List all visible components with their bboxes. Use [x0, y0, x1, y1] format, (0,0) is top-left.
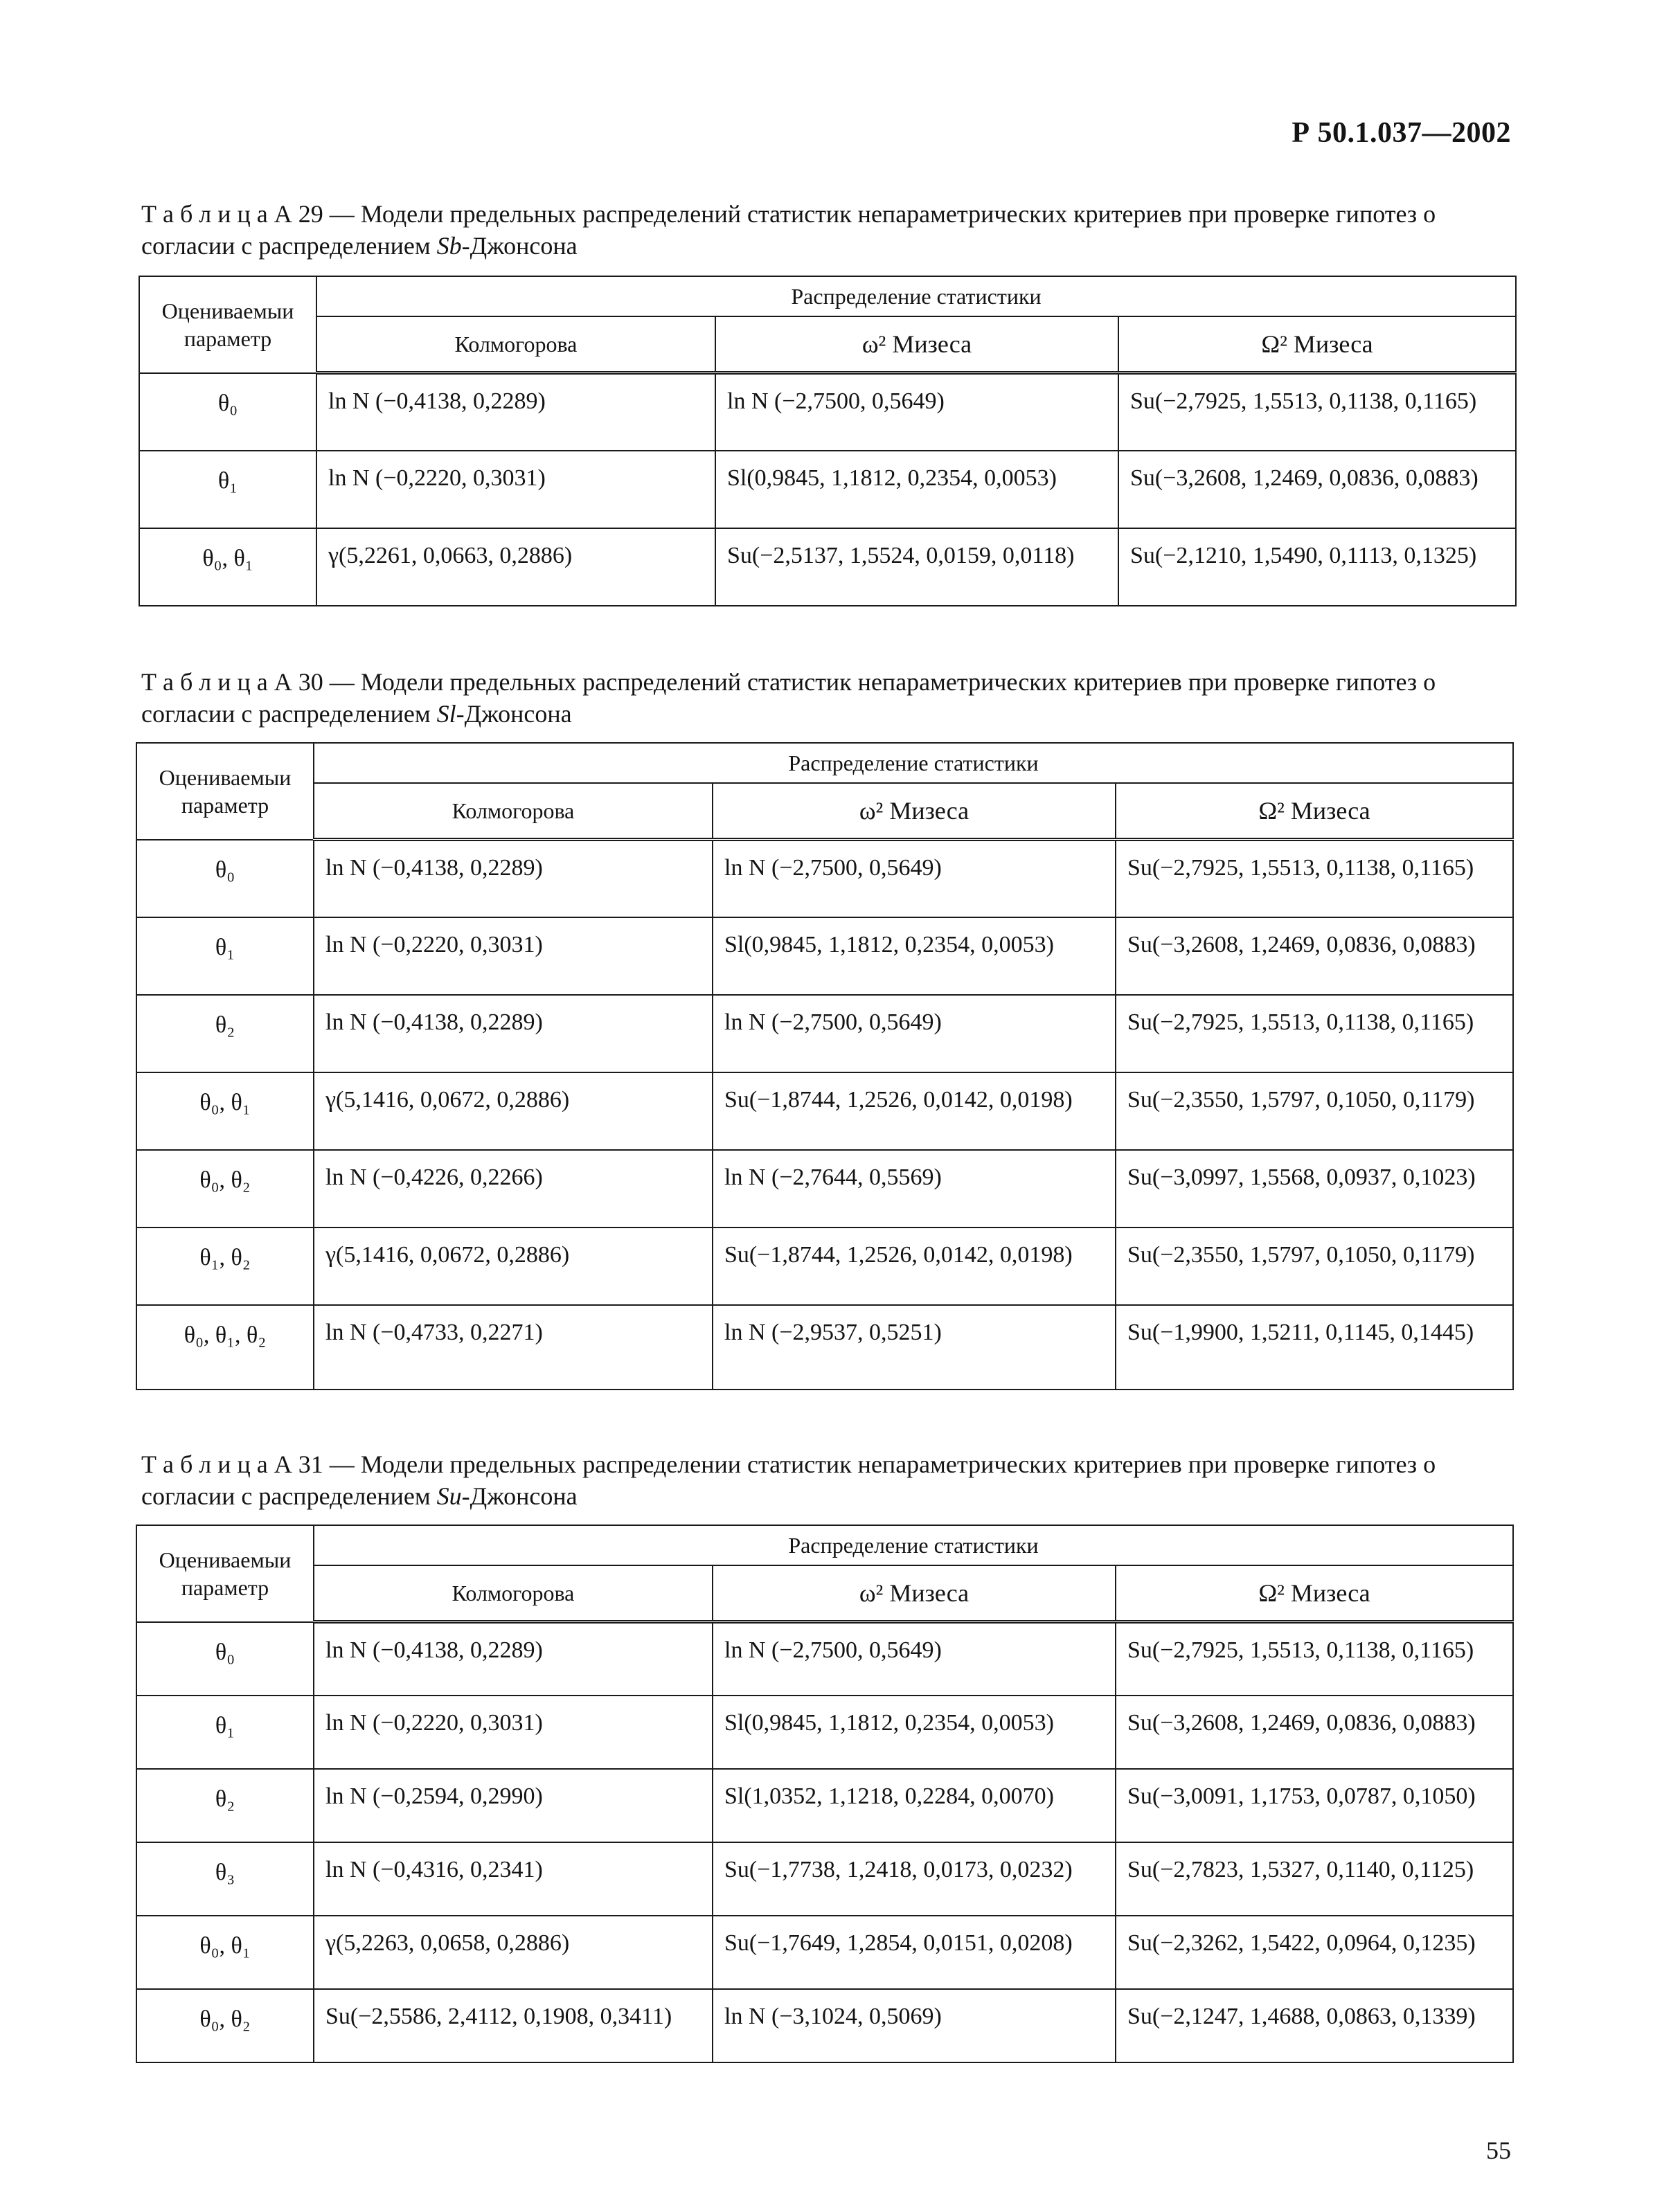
table-row — [136, 995, 1513, 1072]
omega-big-cell: Su(−3,0997, 1,5568, 0,0937, 0,1023) — [1116, 1150, 1513, 1228]
omega-big-cell: Su(−2,7925, 1,5513, 0,1138, 0,1165) — [1116, 840, 1513, 917]
header-param: Оцениваемыи параметр — [139, 276, 316, 373]
table-row — [136, 1072, 1513, 1150]
param-cell: θ₂ — [136, 995, 314, 1072]
omega-big-cell: Su(−2,3550, 1,5797, 0,1050, 0,1179) — [1116, 1072, 1513, 1150]
caption-distribution: Sb — [436, 232, 462, 260]
omega-big-cell: Su(−3,0091, 1,1753, 0,0787, 0,1050) — [1116, 1769, 1513, 1842]
header-group: Распределение статистики — [314, 1525, 1513, 1565]
omega-small-cell: ln N (−2,7500, 0,5649) — [715, 373, 1118, 451]
param-cell: θ₁, θ₂ — [136, 1228, 314, 1305]
param-cell: θ₁ — [136, 1696, 314, 1769]
table-a31 — [136, 1525, 1514, 2063]
omega-big-cell: Su(−2,7925, 1,5513, 0,1138, 0,1165) — [1118, 373, 1516, 451]
caption-suffix: -Джонсона — [456, 700, 572, 728]
omega-small-cell: Su(−1,8744, 1,2526, 0,0142, 0,0198) — [713, 1072, 1116, 1150]
table-row — [136, 1622, 1513, 1696]
param-cell: θ₀, θ₁ — [139, 528, 316, 606]
param-cell: θ₀, θ₁ — [136, 1072, 314, 1150]
kolmogorov-cell: γ(5,2261, 0,0663, 0,2886) — [316, 528, 715, 606]
kolmogorov-cell: ln N (−0,2220, 0,3031) — [314, 1696, 713, 1769]
header-kolmogorov: Колмогорова — [314, 783, 713, 840]
table-caption-a30 — [141, 666, 1512, 730]
caption-distribution: Sl — [436, 700, 456, 728]
omega-big-cell: Su(−1,9900, 1,5211, 0,1145, 0,1445) — [1116, 1305, 1513, 1390]
table-a30 — [136, 742, 1514, 1390]
page-number: 55 — [1486, 2137, 1511, 2164]
header-group: Распределение статистики — [314, 743, 1513, 783]
table-caption-a29 — [141, 198, 1512, 262]
caption-suffix: -Джонсона — [461, 1482, 578, 1510]
header-omega-big: Ω² Мизеса — [1116, 783, 1513, 840]
omega-big-cell: Su(−2,1210, 1,5490, 0,1113, 0,1325) — [1118, 528, 1516, 606]
kolmogorov-cell: ln N (−0,2220, 0,3031) — [314, 917, 713, 995]
table-caption-a31 — [141, 1448, 1512, 1512]
header-omega-small: ω² Мизеса — [713, 783, 1116, 840]
table-row — [136, 1989, 1513, 2062]
omega-small-cell: Sl(1,0352, 1,1218, 0,2284, 0,0070) — [713, 1769, 1116, 1842]
table-row — [136, 1150, 1513, 1228]
header-omega-small: ω² Мизеса — [713, 1565, 1116, 1622]
table-row — [139, 451, 1516, 528]
table-row — [136, 917, 1513, 995]
kolmogorov-cell: γ(5,2263, 0,0658, 0,2886) — [314, 1916, 713, 1989]
table-row — [136, 1842, 1513, 1916]
header-omega-big: Ω² Мизеса — [1118, 316, 1516, 373]
param-cell: θ₀ — [139, 373, 316, 451]
header-group: Распределение статистики — [316, 276, 1516, 316]
omega-small-cell: Su(−1,7649, 1,2854, 0,0151, 0,0208) — [713, 1916, 1116, 1989]
header-omega-big: Ω² Мизеса — [1116, 1565, 1513, 1622]
omega-small-cell: Su(−1,8744, 1,2526, 0,0142, 0,0198) — [713, 1228, 1116, 1305]
table-row — [136, 1305, 1513, 1390]
param-cell: θ₀, θ₂ — [136, 1150, 314, 1228]
omega-small-cell: ln N (−2,7500, 0,5649) — [713, 1622, 1116, 1696]
omega-small-cell: Sl(0,9845, 1,1812, 0,2354, 0,0053) — [713, 1696, 1116, 1769]
table-row — [136, 840, 1513, 917]
kolmogorov-cell: ln N (−0,2594, 0,2990) — [314, 1769, 713, 1842]
header-param: Оцениваемыи параметр — [136, 1525, 314, 1622]
caption-text: Т а б л и ц а А 31 — Модели предельных распределении статистик непараметрических критериев при проверке гипотез о согласии с распределением — [141, 1450, 1436, 1510]
caption-suffix: -Джонсона — [461, 232, 578, 260]
kolmogorov-cell: ln N (−0,4138, 0,2289) — [314, 1622, 713, 1696]
header-omega-small: ω² Мизеса — [715, 316, 1118, 373]
table-row — [136, 1228, 1513, 1305]
param-cell: θ₁ — [136, 917, 314, 995]
kolmogorov-cell: ln N (−0,4138, 0,2289) — [316, 373, 715, 451]
omega-small-cell: ln N (−2,9537, 0,5251) — [713, 1305, 1116, 1390]
table-a29 — [138, 276, 1517, 606]
table-row — [136, 1696, 1513, 1769]
omega-small-cell: Sl(0,9845, 1,1812, 0,2354, 0,0053) — [715, 451, 1118, 528]
header-kolmogorov: Колмогорова — [314, 1565, 713, 1622]
header-param: Оцениваемыи параметр — [136, 743, 314, 840]
table-row — [136, 1916, 1513, 1989]
omega-small-cell: ln N (−2,7500, 0,5649) — [713, 995, 1116, 1072]
param-cell: θ₀ — [136, 1622, 314, 1696]
omega-small-cell: ln N (−2,7500, 0,5649) — [713, 840, 1116, 917]
kolmogorov-cell: ln N (−0,2220, 0,3031) — [316, 451, 715, 528]
kolmogorov-cell: γ(5,1416, 0,0672, 0,2886) — [314, 1072, 713, 1150]
table-row — [139, 373, 1516, 451]
caption-text: Т а б л и ц а А 30 — Модели предельных распределений статистик непараметрических критериев при проверке гипотез о согласии с распределением — [141, 668, 1436, 728]
omega-small-cell: Su(−1,7738, 1,2418, 0,0173, 0,0232) — [713, 1842, 1116, 1916]
param-cell: θ₀, θ₂ — [136, 1989, 314, 2062]
omega-big-cell: Su(−2,1247, 1,4688, 0,0863, 0,1339) — [1116, 1989, 1513, 2062]
param-cell: θ₀, θ₁ — [136, 1916, 314, 1989]
omega-big-cell: Su(−2,7925, 1,5513, 0,1138, 0,1165) — [1116, 1622, 1513, 1696]
omega-big-cell: Su(−3,2608, 1,2469, 0,0836, 0,0883) — [1116, 1696, 1513, 1769]
kolmogorov-cell: ln N (−0,4226, 0,2266) — [314, 1150, 713, 1228]
param-cell: θ₀ — [136, 840, 314, 917]
kolmogorov-cell: ln N (−0,4138, 0,2289) — [314, 995, 713, 1072]
param-cell: θ₀, θ₁, θ₂ — [136, 1305, 314, 1390]
kolmogorov-cell: ln N (−0,4316, 0,2341) — [314, 1842, 713, 1916]
kolmogorov-cell: ln N (−0,4733, 0,2271) — [314, 1305, 713, 1390]
omega-small-cell: Su(−2,5137, 1,5524, 0,0159, 0,0118) — [715, 528, 1118, 606]
omega-small-cell: Sl(0,9845, 1,1812, 0,2354, 0,0053) — [713, 917, 1116, 995]
omega-big-cell: Su(−2,7925, 1,5513, 0,1138, 0,1165) — [1116, 995, 1513, 1072]
kolmogorov-cell: ln N (−0,4138, 0,2289) — [314, 840, 713, 917]
param-cell: θ₂ — [136, 1769, 314, 1842]
omega-big-cell: Su(−3,2608, 1,2469, 0,0836, 0,0883) — [1116, 917, 1513, 995]
kolmogorov-cell: γ(5,1416, 0,0672, 0,2886) — [314, 1228, 713, 1305]
omega-big-cell: Su(−2,3550, 1,5797, 0,1050, 0,1179) — [1116, 1228, 1513, 1305]
param-cell: θ₃ — [136, 1842, 314, 1916]
omega-big-cell: Su(−2,3262, 1,5422, 0,0964, 0,1235) — [1116, 1916, 1513, 1989]
header-kolmogorov: Колмогорова — [316, 316, 715, 373]
kolmogorov-cell: Su(−2,5586, 2,4112, 0,1908, 0,3411) — [314, 1989, 713, 2062]
document-code: Р 50.1.037—2002 — [1292, 117, 1511, 149]
param-cell: θ₁ — [139, 451, 316, 528]
table-row — [136, 1769, 1513, 1842]
caption-distribution: Su — [436, 1482, 462, 1510]
omega-small-cell: ln N (−2,7644, 0,5569) — [713, 1150, 1116, 1228]
caption-text: Т а б л и ц а А 29 — Модели предельных распределений статистик непараметрических критериев при проверке гипотез о согласии с распределением — [141, 200, 1436, 260]
table-row — [139, 528, 1516, 606]
omega-big-cell: Su(−3,2608, 1,2469, 0,0836, 0,0883) — [1118, 451, 1516, 528]
omega-small-cell: ln N (−3,1024, 0,5069) — [713, 1989, 1116, 2062]
omega-big-cell: Su(−2,7823, 1,5327, 0,1140, 0,1125) — [1116, 1842, 1513, 1916]
